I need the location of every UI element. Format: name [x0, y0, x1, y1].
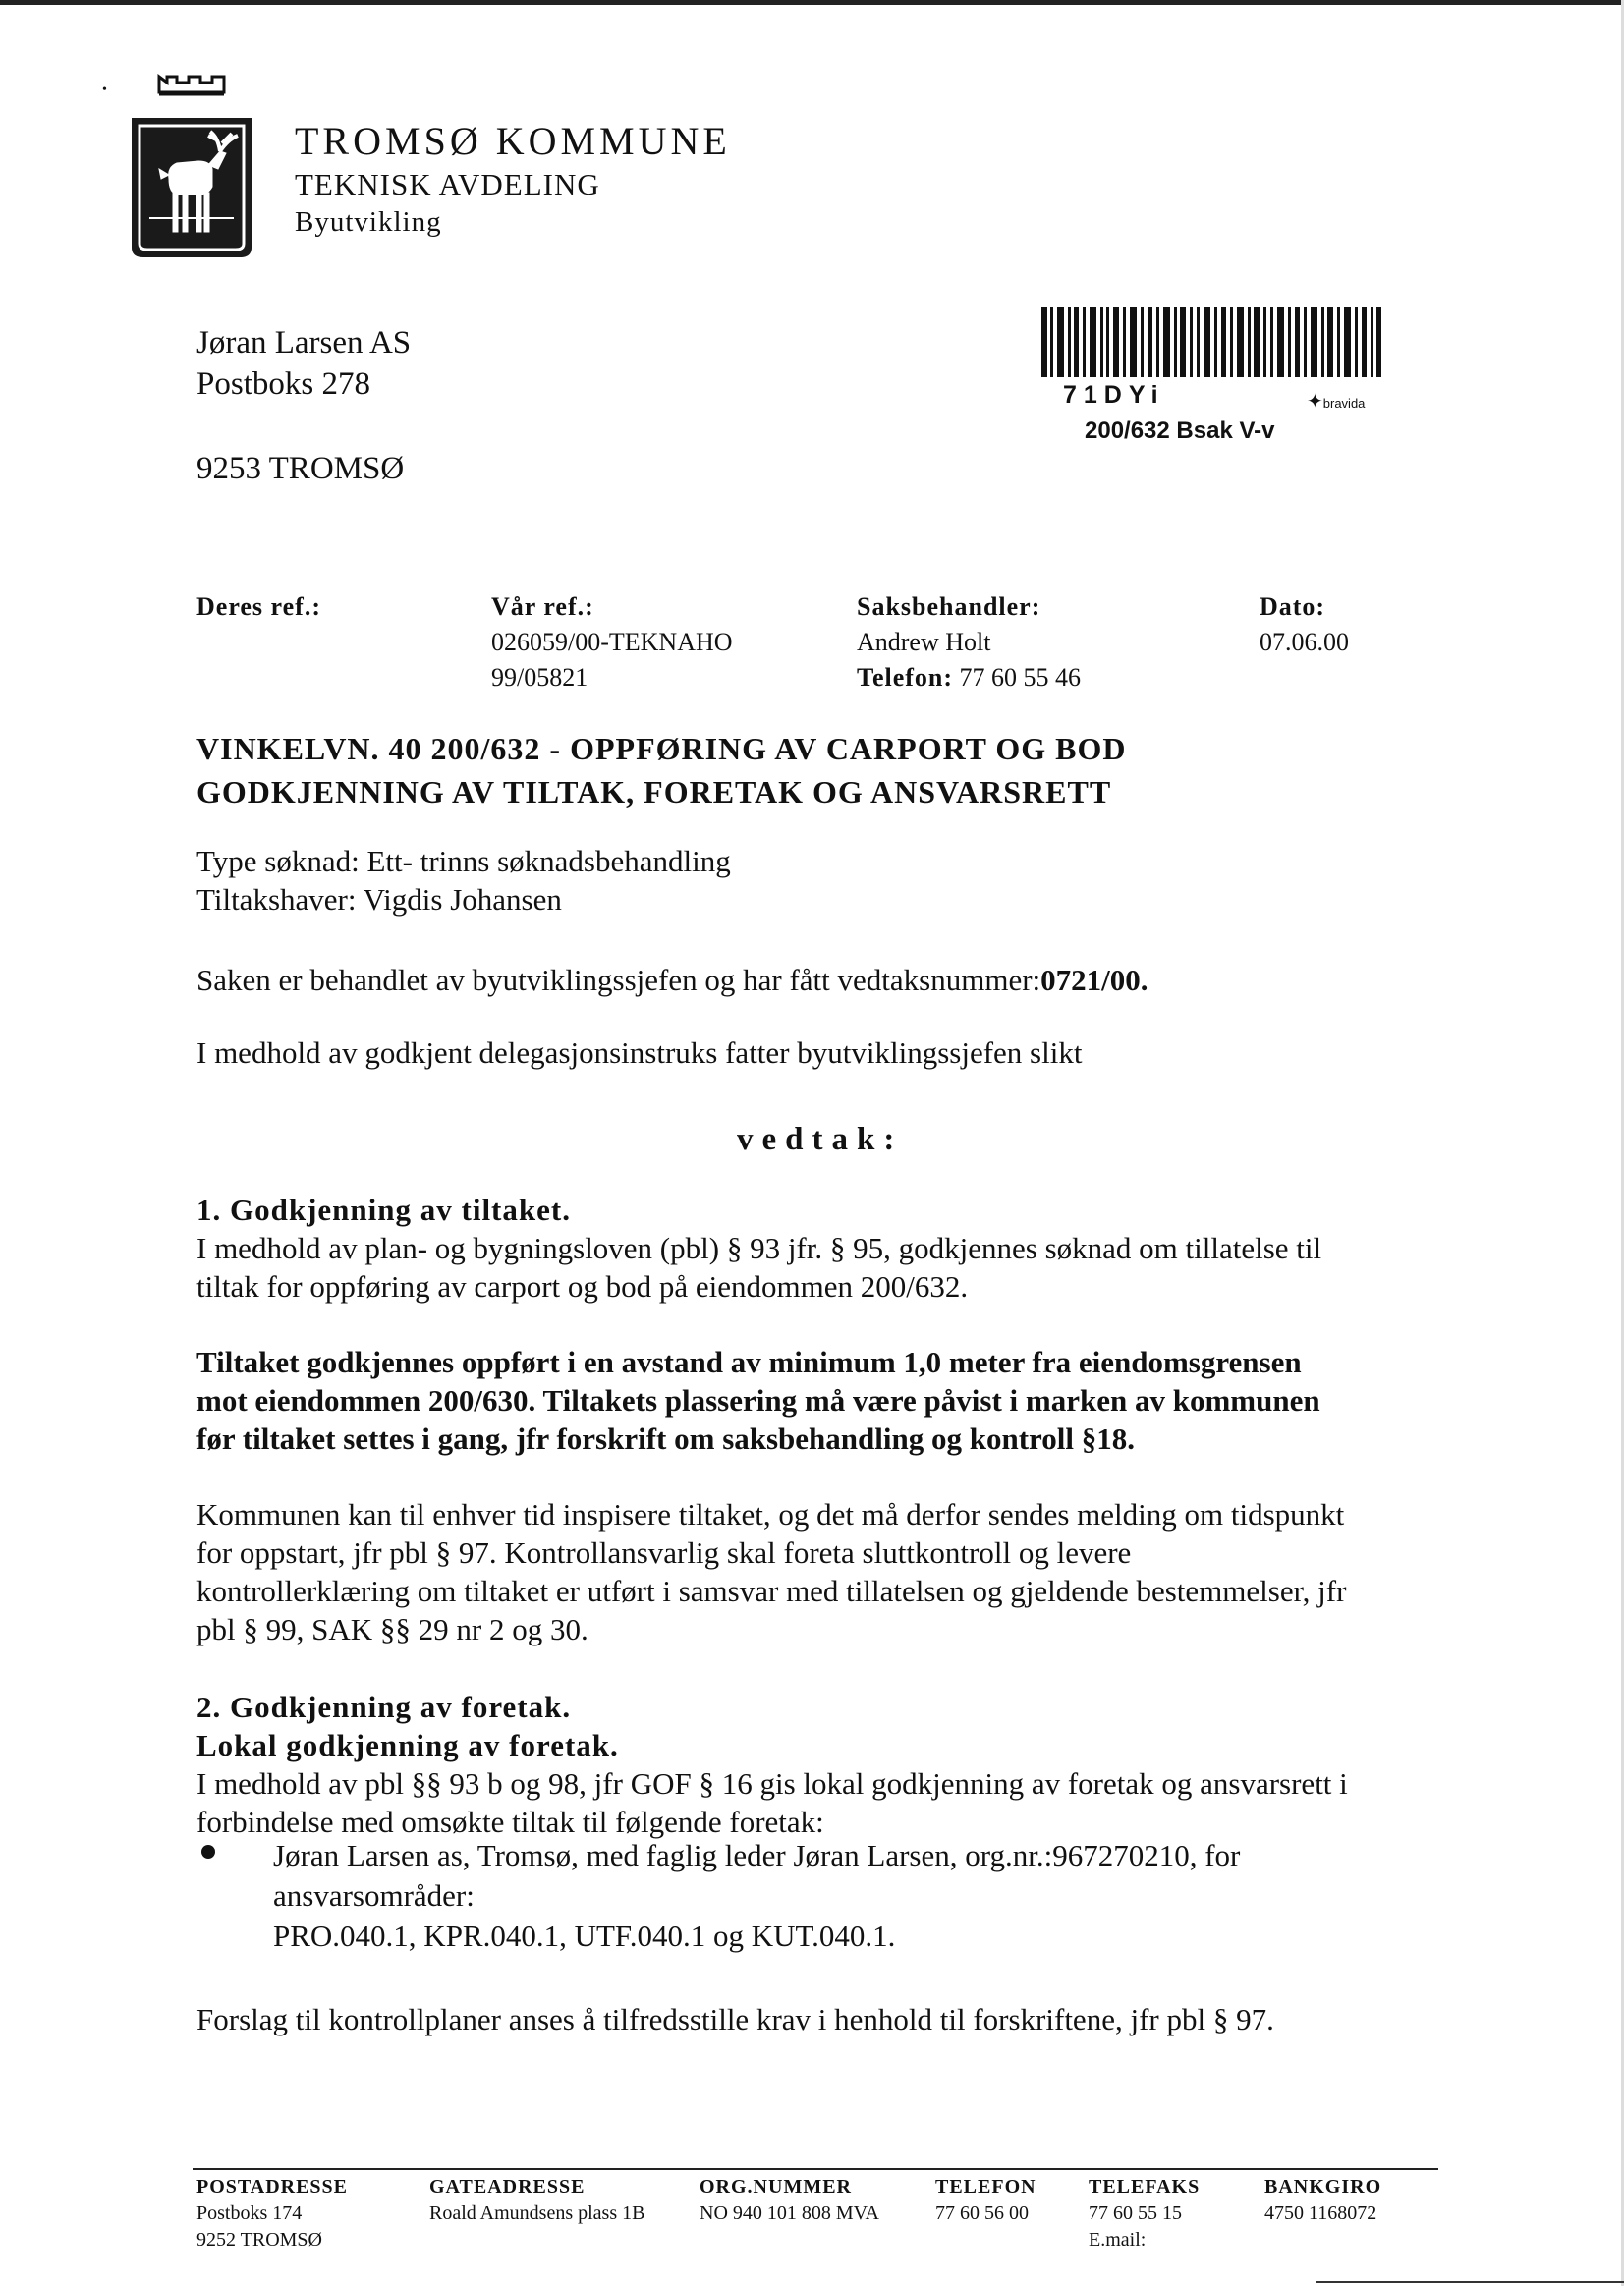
section2-subheading: Lokal godkjenning av foretak.	[196, 1728, 619, 1762]
footer-bankgiro: BANKGIRO 4750 1168072	[1264, 2176, 1382, 2224]
bullet-line1: Jøran Larsen as, Tromsø, med faglig leder Jøran Larsen, org.nr.:967270210, for	[273, 1838, 1241, 1872]
vedtak-heading: vedtak:	[737, 1122, 904, 1157]
footer-postadresse: POSTADRESSE Postboks 174 9252 TROMSØ	[196, 2176, 349, 2251]
bullet-line3: PRO.040.1, KPR.040.1, UTF.040.1 og KUT.040.1.	[273, 1919, 896, 1953]
dato	[1260, 589, 1349, 660]
delegation-text: I medhold av godkjent delegasjonsinstruks fatter byutviklingssjefen slikt	[196, 1035, 1083, 1070]
section1-bold-line1: Tiltaket godkjennes oppført i en avstand av minimum 1,0 meter fra eiendomsgrensen	[196, 1345, 1302, 1379]
bullet-line2: ansvarsområder:	[273, 1878, 475, 1913]
section2-text-line1: I medhold av pbl §§ 93 b og 98, jfr GOF § 16 gis lokal godkjenning av foretak og ansvarsrett i	[196, 1766, 1348, 1801]
saksbehandler-label: Saksbehandler:	[857, 592, 1041, 621]
control-plan-text: Forslag til kontrollplaner anses å tilfredsstille krav i henhold til forskriftene, jfr pbl § 97.	[196, 2002, 1274, 2036]
tromso-crest-reindeer-icon	[130, 71, 253, 259]
dato-label: Dato:	[1260, 592, 1326, 621]
section1-inspect-line1: Kommunen kan til enhver tid inspisere tiltaket, og det må derfor sendes melding om tidspunkt	[196, 1497, 1345, 1532]
subject-line1: VINKELVN. 40 200/632 - OPPFØRING AV CARPORT OG BOD	[196, 731, 1127, 766]
department-name: TEKNISK AVDELING	[295, 167, 600, 201]
footer-orgnummer: ORG.NUMMER NO 940 101 808 MVA	[700, 2176, 879, 2224]
bullet-item	[273, 1835, 1442, 1956]
deres-ref-label: Deres ref.:	[196, 592, 321, 621]
section1-condition	[196, 1343, 1444, 1458]
footer-divider	[193, 2168, 1438, 2170]
section1-inspect-line2: for oppstart, jfr pbl § 97. Kontrollansvarlig skal foreta sluttkontroll og levere	[196, 1535, 1132, 1570]
barcode-reference: 200/632 Bsak V-v	[1085, 418, 1275, 444]
saksbehandler-phone: Telefon: 77 60 55 46	[857, 663, 1082, 692]
decision-intro: Saken er behandlet av byutviklingssjefen og har fått vedtaksnummer:0721/00.	[196, 963, 1148, 997]
saksbehandler	[857, 589, 1081, 696]
org-name: TROMSØ KOMMUNE	[295, 119, 731, 163]
subject-line2: GODKJENNING AV TILTAK, FORETAK OG ANSVARSRETT	[196, 774, 1112, 809]
barcode-code: 71DYi	[1063, 381, 1165, 409]
section1	[196, 1191, 1444, 1306]
section1-heading: 1. Godkjenning av tiltaket.	[196, 1193, 571, 1227]
application-owner: Tiltakshaver: Vigdis Johansen	[196, 882, 562, 917]
section2-heading: 2. Godkjenning av foretak.	[196, 1690, 572, 1724]
decision-number: 0721/00.	[1040, 963, 1148, 997]
recipient-name: Jøran Larsen AS	[196, 325, 412, 361]
barcode-image	[1041, 307, 1381, 377]
var-ref	[491, 589, 733, 696]
recipient-address	[196, 322, 411, 489]
section1-inspect-line4: pbl § 99, SAK §§ 29 nr 2 og 30.	[196, 1612, 588, 1646]
footer-telefon: TELEFON 77 60 56 00	[935, 2176, 1036, 2224]
scan-speck: •	[102, 83, 107, 97]
saksbehandler-name: Andrew Holt	[857, 628, 991, 656]
recipient-city: 9253 TROMSØ	[196, 451, 405, 486]
section1-bold-line2: mot eiendommen 200/630. Tiltakets plassering må være påvist i marken av kommunen	[196, 1383, 1320, 1418]
dato-value: 07.06.00	[1260, 628, 1349, 656]
var-ref-line2: 99/05821	[491, 663, 588, 692]
section2-text-line2: forbindelse med omsøkte tiltak til følgende foretak:	[196, 1805, 824, 1839]
var-ref-line1: 026059/00-TEKNAHO	[491, 628, 733, 656]
section1-bold-line3: før tiltaket settes i gang, jfr forskrift om saksbehandling og kontroll §18.	[196, 1422, 1135, 1456]
subject-heading	[196, 727, 1126, 813]
recipient-street: Postboks 278	[196, 366, 370, 402]
barcode-brand: ✦bravida	[1307, 391, 1366, 413]
section1-inspection	[196, 1495, 1444, 1648]
bravida-logo-icon: ✦	[1307, 391, 1323, 413]
footer-gateadresse: GATEADRESSE Roald Amundsens plass 1B	[429, 2176, 645, 2224]
bullet-icon	[201, 1845, 215, 1859]
var-ref-label: Vår ref.:	[491, 592, 594, 621]
section2	[196, 1688, 1444, 1841]
section1-text-line1: I medhold av plan- og bygningsloven (pbl) § 93 jfr. § 95, godkjennes søknad om tillatelse til	[196, 1231, 1322, 1265]
unit-name: Byutvikling	[295, 206, 442, 238]
top-border	[0, 0, 1624, 5]
section1-text-line2: tiltak for oppføring av carport og bod på eiendommen 200/632.	[196, 1269, 969, 1304]
section1-inspect-line3: kontrollerklæring om tiltaket er utført i samsvar med tillatelsen og gjeldende bestemmelser, jfr	[196, 1574, 1347, 1608]
footer-telefaks: TELEFAKS 77 60 55 15 E.mail:	[1089, 2174, 1200, 2254]
footer-email-label: E.mail:	[1089, 2229, 1147, 2251]
application-info	[196, 842, 1444, 919]
bottom-scan-line	[1316, 2281, 1624, 2283]
application-type: Type søknad: Ett- trinns søknadsbehandling	[196, 844, 731, 878]
deres-ref	[196, 589, 321, 625]
